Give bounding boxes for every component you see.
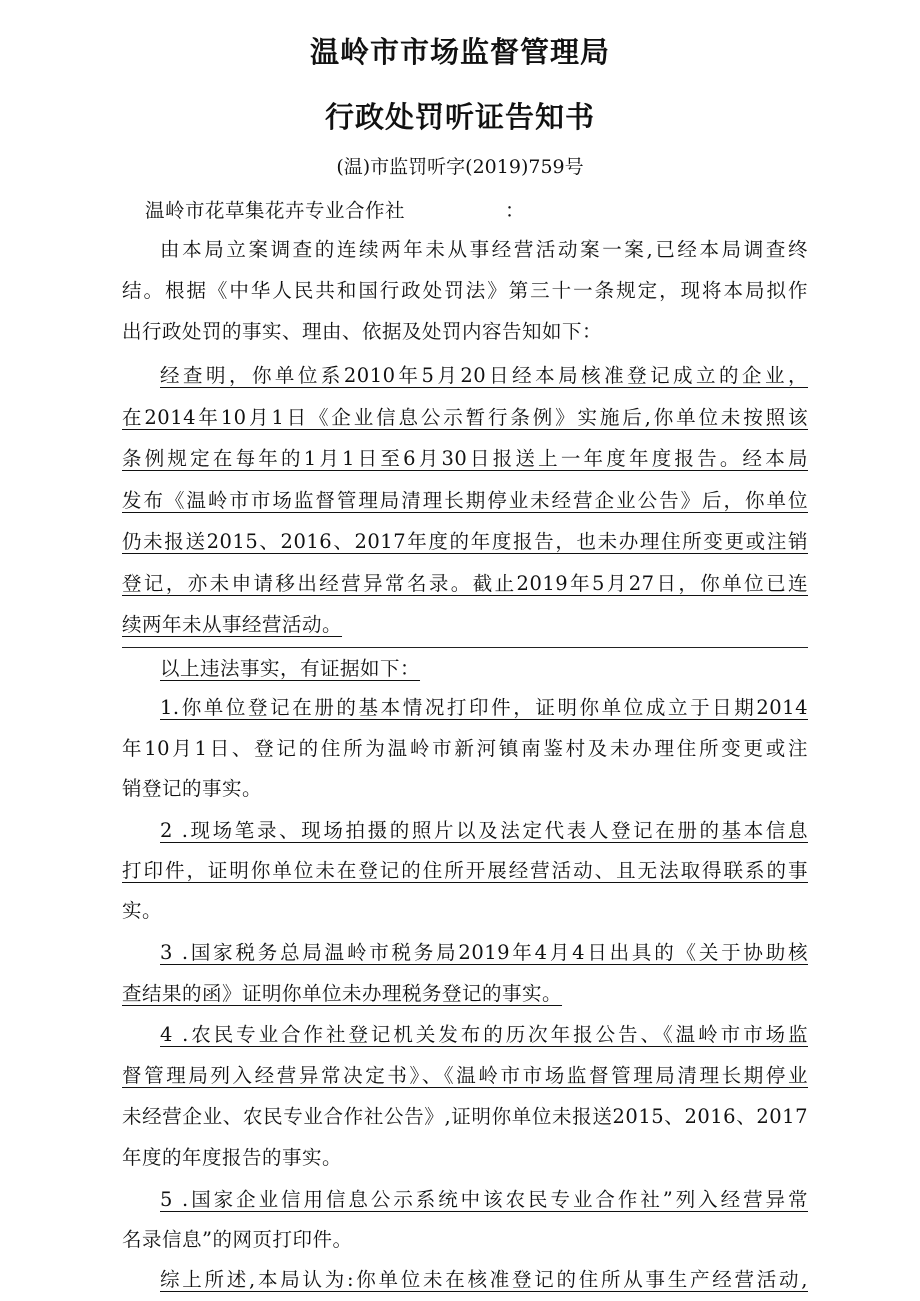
document-number: (温)市监罚听字(2019)759号 [336,156,584,178]
paragraph-line: 年10月1日、登记的住所为温岭市新河镇南鉴村及未办理住所变更或注 [122,737,808,760]
paragraph-line: 条例规定在每年的1月1日至6月30日报送上一年度年度报告。经本局 [122,447,808,470]
evidence-item: 5 .国家企业信用信息公示系统中该农民专业合作社”列入经营异常 [160,1188,808,1211]
evidence-item: 1.你单位登记在册的基本情况打印件，证明你单位成立于日期2014 [160,696,808,719]
paragraph-line: 由本局立案调查的连续两年未从事经营活动案一案,已经本局调查终 [160,238,808,261]
paragraph-line: 经查明，你单位系2010年5月20日经本局核准登记成立的企业， [160,364,808,387]
agency-title: 温岭市市场监督管理局 [309,35,610,69]
paragraph-line: 打印件，证明你单位未在登记的住所开展经营活动、且无法取得联系的事 [122,859,808,882]
paragraph-line: 仍未报送2015、2016、2017年度的年度报告，也未办理住所变更或注销 [122,530,808,553]
evidence-item: 2 .现场笔录、现场拍摄的照片以及法定代表人登记在册的基本信息 [160,819,808,842]
document-title: 行政处罚听证告知书 [324,100,595,134]
paragraph-line: 实。 [122,899,163,922]
paragraph-line: 在2014年10月1日《企业信息公示暂行条例》实施后,你单位未按照该 [122,406,808,429]
paragraph-line: 登记，亦未申请移出经营异常名录。截止2019年5月27日，你单位已连 [122,572,808,595]
paragraph-line: 续两年未从事经营活动。 [122,613,343,636]
paragraph-line: 年度的年度报告的事实。 [122,1146,343,1169]
paragraph-line: 查结果的函》证明你单位未办理税务登记的事实。 [122,982,563,1005]
paragraph-line: 出行政处罚的事实、理由、依据及处罚内容告知如下： [122,320,603,343]
conclusion-line: 综上所述,本局认为:你单位未在核准登记的住所从事生产经营活动, [160,1268,808,1291]
divider-rule [122,647,808,648]
paragraph-line: 销登记的事实。 [122,777,263,800]
paragraph-line: 以上违法事实，有证据如下： [160,657,421,680]
paragraph-line: 发布《温岭市市场监督管理局清理长期停业未经营企业公告》后，你单位 [122,489,808,512]
paragraph-line: 结。根据《中华人民共和国行政处罚法》第三十一条规定，现将本局拟作 [122,279,808,302]
evidence-item: 3 .国家税务总局温岭市税务局2019年4月4日出具的《关于协助核 [160,941,808,964]
paragraph-line: 未经营企业、农民专业合作社公告》,证明你单位未报送2015、2016、2017 [122,1105,808,1128]
evidence-item: 4 .农民专业合作社登记机关发布的历次年报公告、《温岭市市场监 [160,1023,808,1046]
paragraph-line: 督管理局列入经营异常决定书》、《温岭市市场监督管理局清理长期停业 [122,1064,808,1087]
addressee: 温岭市花草集花卉专业合作社 ： [145,199,526,222]
paragraph-line: 名录信息”的网页打印件。 [122,1228,353,1251]
